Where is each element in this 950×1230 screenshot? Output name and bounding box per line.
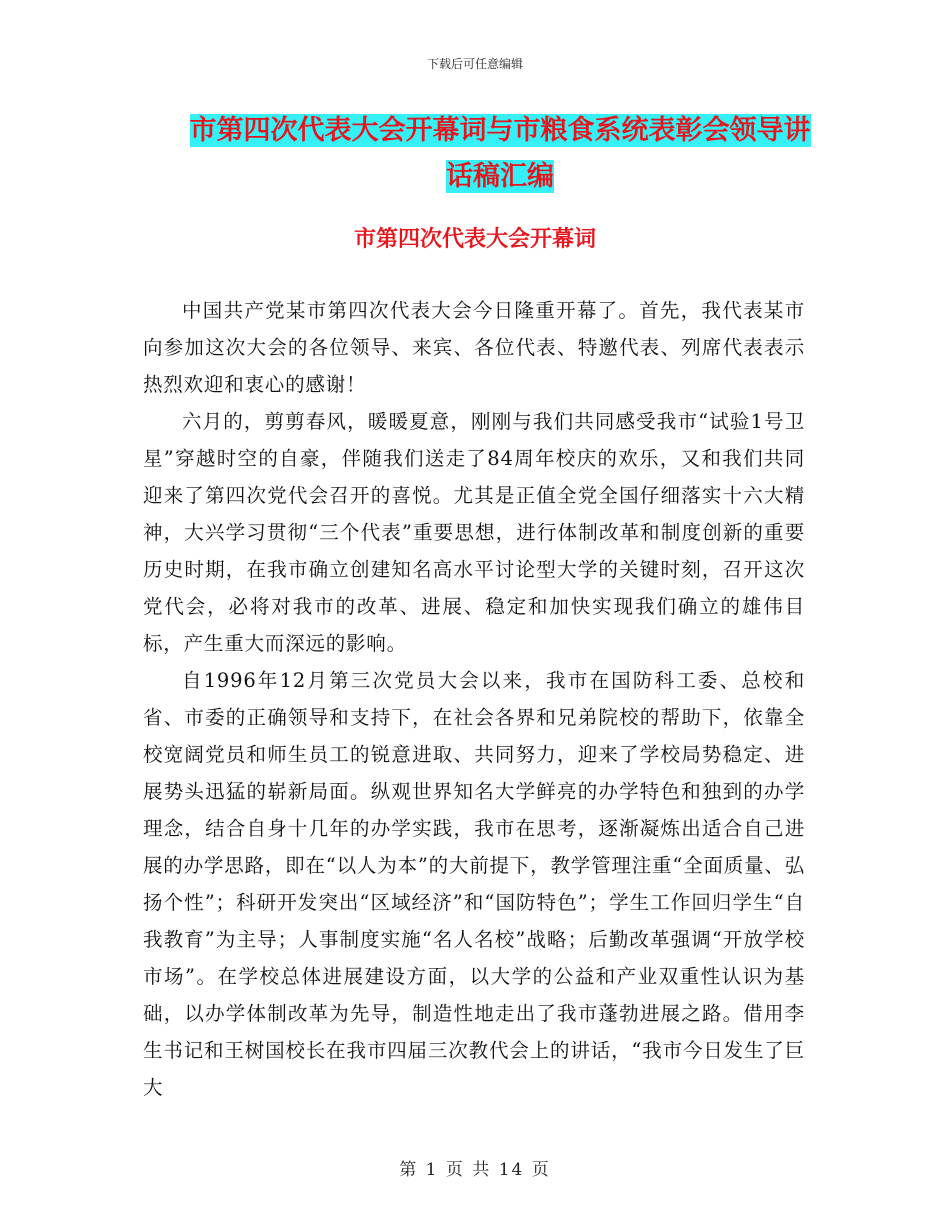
- document-body: [143, 292, 805, 1106]
- body-paragraph-3: 自1996年12月第三次党员大会以来，我市在国防科工委、总校和省、市委的正确领导和支持下，在社会各界和兄弟院校的帮助下，依靠全校宽阔党员和师生员工的锐意进取、共同努力，迎来了学校局势稳定、进展势头迅猛的崭新局面。纵观世界知名大学鲜亮的办学特色和独到的办学理念，结合自身十几年的办学实践，我市在思考，逐渐凝炼出适合自己进展的办学思路，即在“以人为本”的大前提下，教学管理注重“全面质量、弘扬个性”；科研开发突出“区域经济”和“国防特色”；学生工作回归学生“自我教育”为主导；人事制度实施“名人名校”战略；后勤改革强调“开放学校市场”。在学校总体进展建设方面，以大学的公益和产业双重性认识为基础，以办学体制改革为先导，制造性地走出了我市蓬勃进展之路。借用李生书记和王树国校长在我市四届三次教代会上的讲话，“我市今日发生了巨大: [143, 669, 805, 1099]
- section-title: 市第四次代表大会开幕词: [353, 227, 596, 252]
- body-paragraph-2: 六月的，剪剪春风，暖暖夏意，刚刚与我们共同感受我市“试验1号卫星”穿越时空的自豪，伴随我们送走了84周年校庆的欢乐，又和我们共同迎来了第四次党代会召开的喜悦。尤其是正值全党全国仔细落实十六大精神，大兴学习贯彻“三个代表”重要思想，进行体制改革和制度创新的重要历史时期，在我市确立创建知名高水平讨论型大学的关键时刻，召开这次党代会，必将对我市的改革、进展、稳定和加快实现我们确立的雄伟目标，产生重大而深远的影响。: [143, 410, 805, 655]
- page-number-footer: 第 1 页 共 14 页: [399, 1160, 551, 1180]
- document-title-line-2: 话稿汇编: [446, 161, 554, 192]
- document-title: [140, 108, 860, 200]
- body-paragraph-1: 中国共产党某市第四次代表大会今日隆重开幕了。首先，我代表某市向参加这次大会的各位领导、来宾、各位代表、特邀代表、列席代表表示热烈欢迎和衷心的感谢！: [143, 299, 805, 396]
- document-title-line-1: 市第四次代表大会开幕词与市粮食系统表彰会领导讲: [189, 115, 811, 146]
- header-note: 下载后可任意编辑: [426, 57, 523, 71]
